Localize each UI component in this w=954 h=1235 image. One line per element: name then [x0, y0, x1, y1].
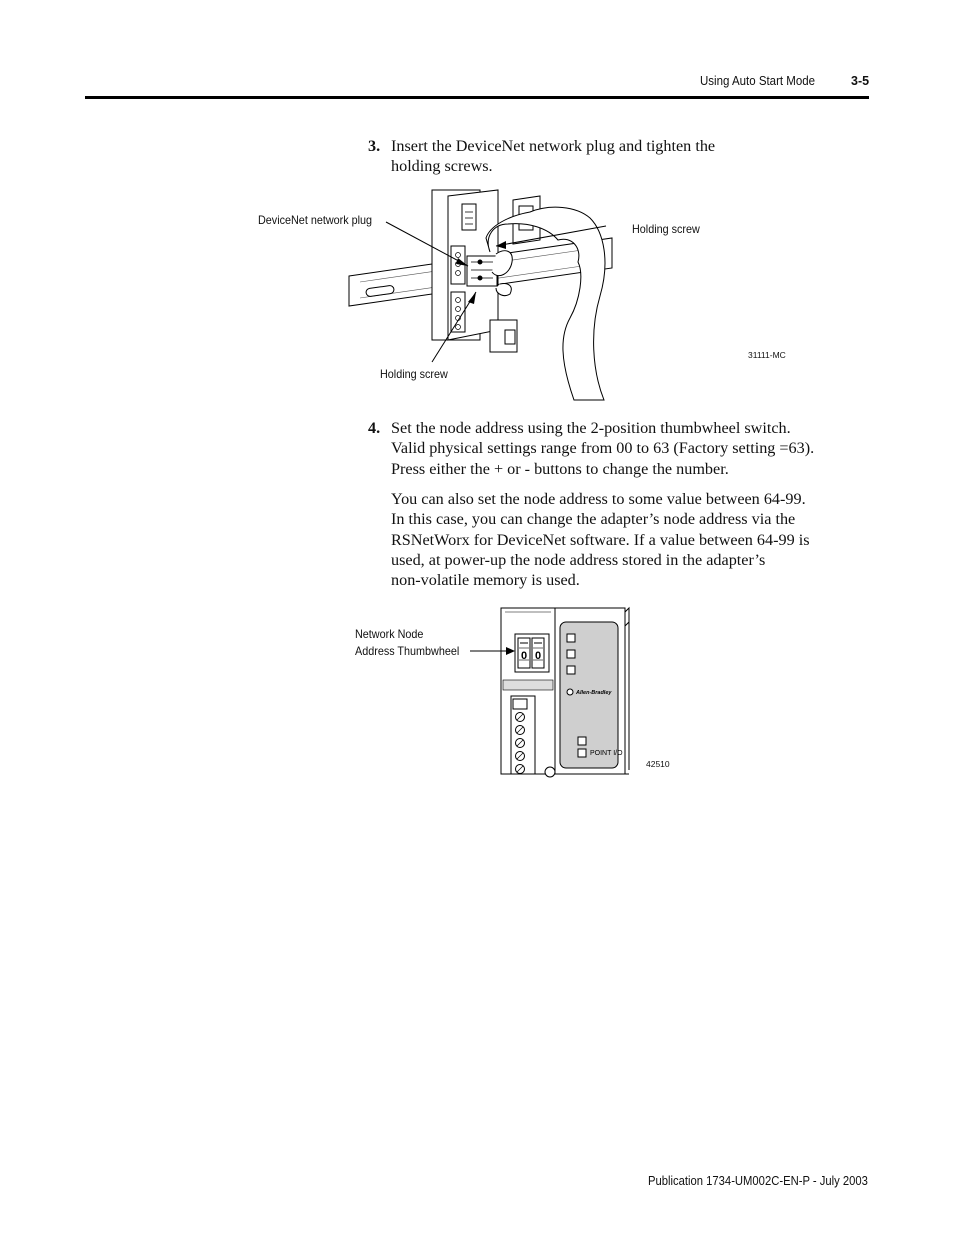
step-text-line: Set the node address using the 2-position thumbwheel switch.: [391, 419, 791, 437]
step-text-line: Press either the + or - buttons to change the number.: [391, 459, 729, 478]
callout-address-thumbwheel: Address Thumbwheel: [355, 644, 460, 658]
paragraph-line: In this case, you can change the adapter’s node address via the: [391, 510, 796, 529]
step-text-line: Insert the DeviceNet network plug and tighten the: [391, 137, 716, 155]
figure-id: 42510: [646, 759, 670, 769]
running-header-title: Using Auto Start Mode: [700, 74, 816, 88]
thumbwheel-digit-tens: 0: [520, 650, 528, 662]
callout-holding-screw-bottom: Holding screw: [380, 367, 448, 381]
page-number: 3-5: [851, 74, 870, 88]
step-number: 4.: [368, 419, 381, 437]
thumbwheel-digit-ones: 0: [534, 650, 542, 662]
figure-id: 31111-MC: [748, 350, 786, 360]
paragraph-line: used, at power-up the node address stored in the adapter’s: [391, 550, 766, 569]
callout-holding-screw-top: Holding screw: [632, 222, 700, 236]
publication-footer: Publication 1734-UM002C-EN-P - July 2003: [648, 1174, 868, 1188]
product-logo: POINT I/O: [590, 750, 623, 757]
step-number: 3.: [368, 137, 381, 155]
paragraph-line: non-volatile memory is used.: [391, 571, 580, 590]
step-text-line: holding screws.: [391, 157, 493, 176]
callout-devicenet-network-plug: DeviceNet network plug: [258, 213, 373, 227]
paragraph-line: RSNetWorx for DeviceNet software. If a value between 64-99 is: [391, 530, 810, 549]
brand-label: Allen-Bradley: [576, 690, 612, 696]
paragraph-line: You can also set the node address to some value between 64-99.: [391, 490, 806, 508]
callout-network-node: Network Node: [355, 627, 424, 641]
step-text-line: Valid physical settings range from 00 to 63 (Factory setting =63).: [391, 439, 815, 458]
